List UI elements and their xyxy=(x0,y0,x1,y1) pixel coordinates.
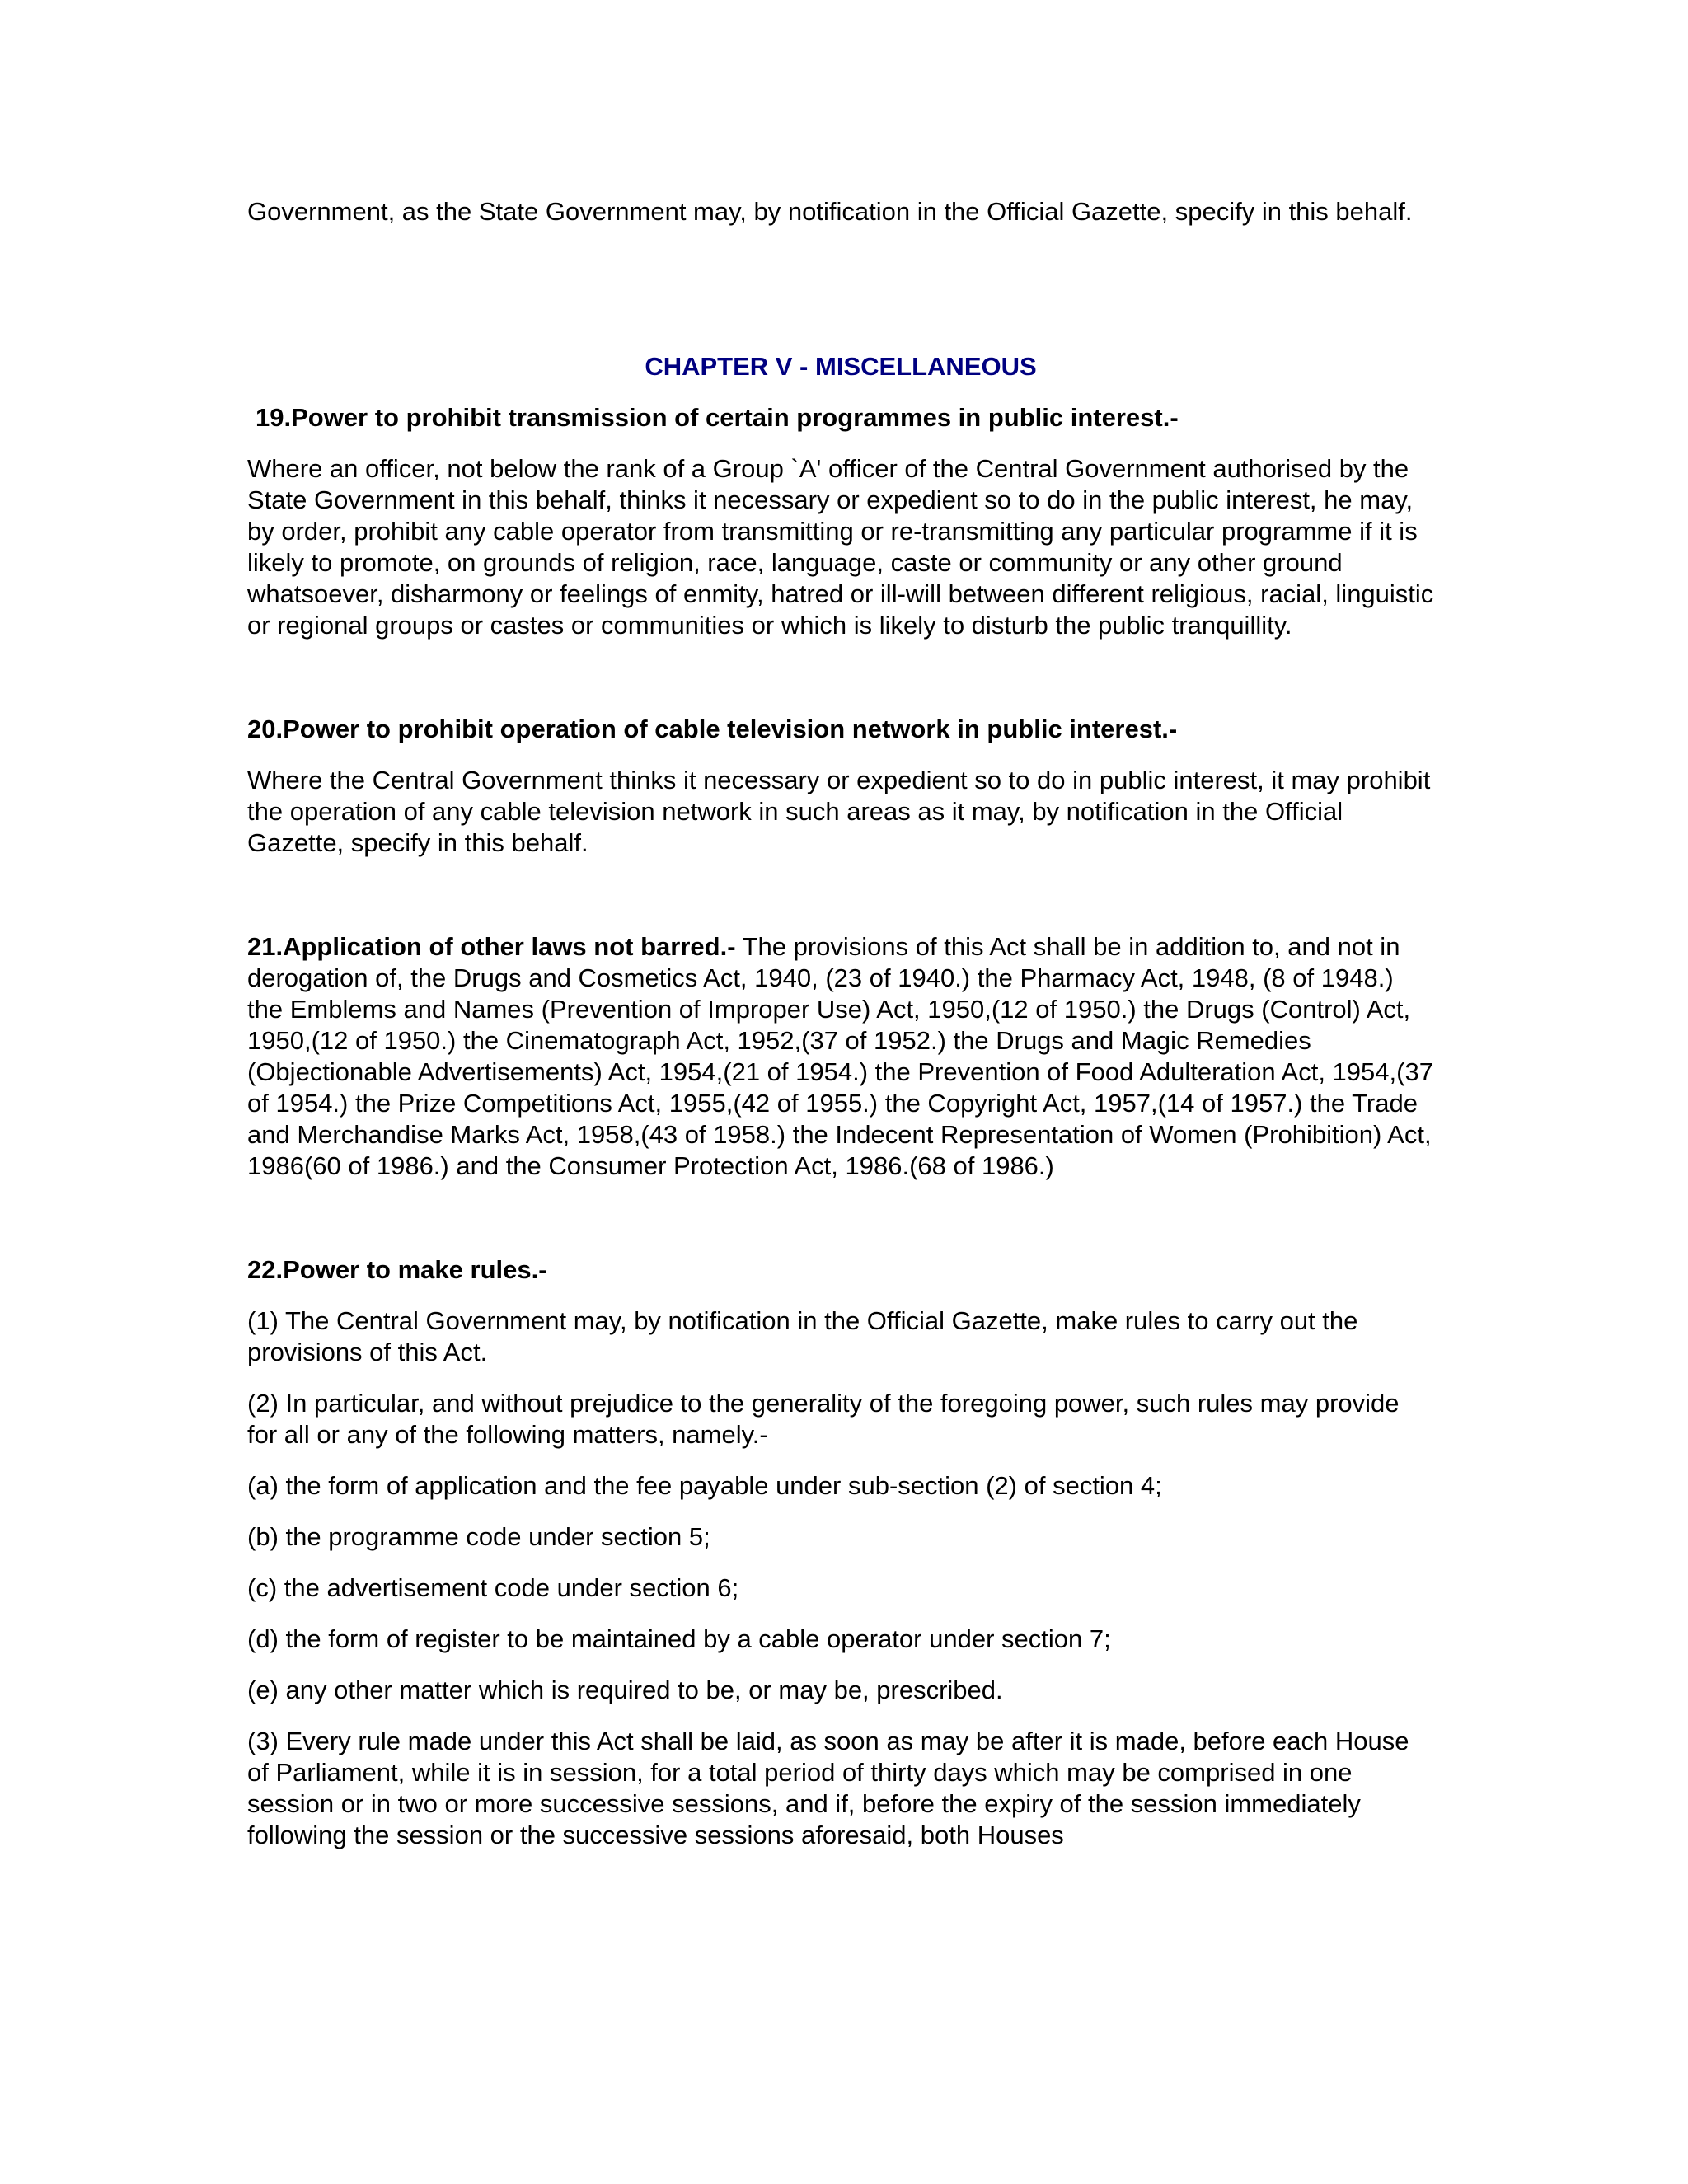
section-22-subsection-2: (2) In particular, and without prejudice to the generality of the foregoing power, such rules may provide for all or any of the following matters, namely.- xyxy=(247,1389,1400,1449)
document-content xyxy=(247,196,1434,1871)
section-22-item-e: (e) any other matter which is required to be, or may be, prescribed. xyxy=(247,1675,1003,1704)
intro-paragraph: Government, as the State Government may, by notification in the Official Gazette, specify in this behalf. xyxy=(247,197,1413,226)
section-19-heading: 19.Power to prohibit transmission of certain programmes in public interest.- xyxy=(256,403,1179,432)
chapter-title: CHAPTER V - MISCELLANEOUS xyxy=(645,352,1037,381)
section-22-item-d: (d) the form of register to be maintained by a cable operator under section 7; xyxy=(247,1624,1111,1653)
section-22-item-b: (b) the programme code under section 5; xyxy=(247,1522,710,1551)
section-20-heading: 20.Power to prohibit operation of cable television network in public interest.- xyxy=(247,715,1178,743)
section-22-subsection-1: (1) The Central Government may, by notification in the Official Gazette, make rules to carry out the provisions of this Act. xyxy=(247,1306,1358,1366)
section-21-body: The provisions of this Act shall be in addition to, and not in derogation of, the Drugs and Cosmetics Act, 1940, (23 of 1940.) the Pharmacy Act, 1948, (8 of 1948.) the Emblems and Names (Prevention of Improper Use) Act, 1950,(12 of 1950.) the Drugs (Control) Act, 1950,(12 of 1950.) the Cinematograph Act, 1952,(37 of 1952.) the Drugs and Magic Remedies (Objectionable Advertisements) Act, 1954,(21 of 1954.) the Prevention of Food Adulteration Act, 1954,(37 of 1954.) the Prize Competitions Act, 1955,(42 of 1955.) the Copyright Act, 1957,(14 of 1957.) the Trade and Merchandise Marks Act, 1958,(43 of 1958.) the Indecent Representation of Women (Prohibition) Act, 1986(60 of 1986.) and the Consumer Protection Act, 1986.(68 of 1986.) xyxy=(247,932,1433,1180)
section-21-heading: 21.Application of other laws not barred.- xyxy=(247,932,736,961)
section-21-paragraph xyxy=(247,931,1434,1182)
section-22-subsection-3: (3) Every rule made under this Act shall be laid, as soon as may be after it is made, before each House of Parliament, while it is in session, for a total period of thirty days which may be comprised in one session or in two or more successive sessions, and if, before the expiry of the session immediately following the session or the successive sessions aforesaid, both Houses xyxy=(247,1727,1409,1849)
section-20-body: Where the Central Government thinks it necessary or expedient so to do in public interest, it may prohibit the operation of any cable television network in such areas as it may, by notification in the Official Gazette, specify in this behalf. xyxy=(247,766,1431,857)
section-19-body: Where an officer, not below the rank of a Group `A' officer of the Central Government authorised by the State Government in this behalf, thinks it necessary or expedient so to do in the public interest, he may, by order, prohibit any cable operator from transmitting or re-transmitting any particular programme if it is likely to promote, on grounds of religion, race, language, caste or community or any other ground whatsoever, disharmony or feelings of enmity, hatred or ill-will between different religious, racial, linguistic or regional groups or castes or communities or which is likely to disturb the public tranquillity. xyxy=(247,454,1434,640)
section-22-item-a: (a) the form of application and the fee payable under sub-section (2) of section 4; xyxy=(247,1471,1162,1500)
section-22-heading: 22.Power to make rules.- xyxy=(247,1255,547,1284)
section-22-item-c: (c) the advertisement code under section 6; xyxy=(247,1573,739,1602)
